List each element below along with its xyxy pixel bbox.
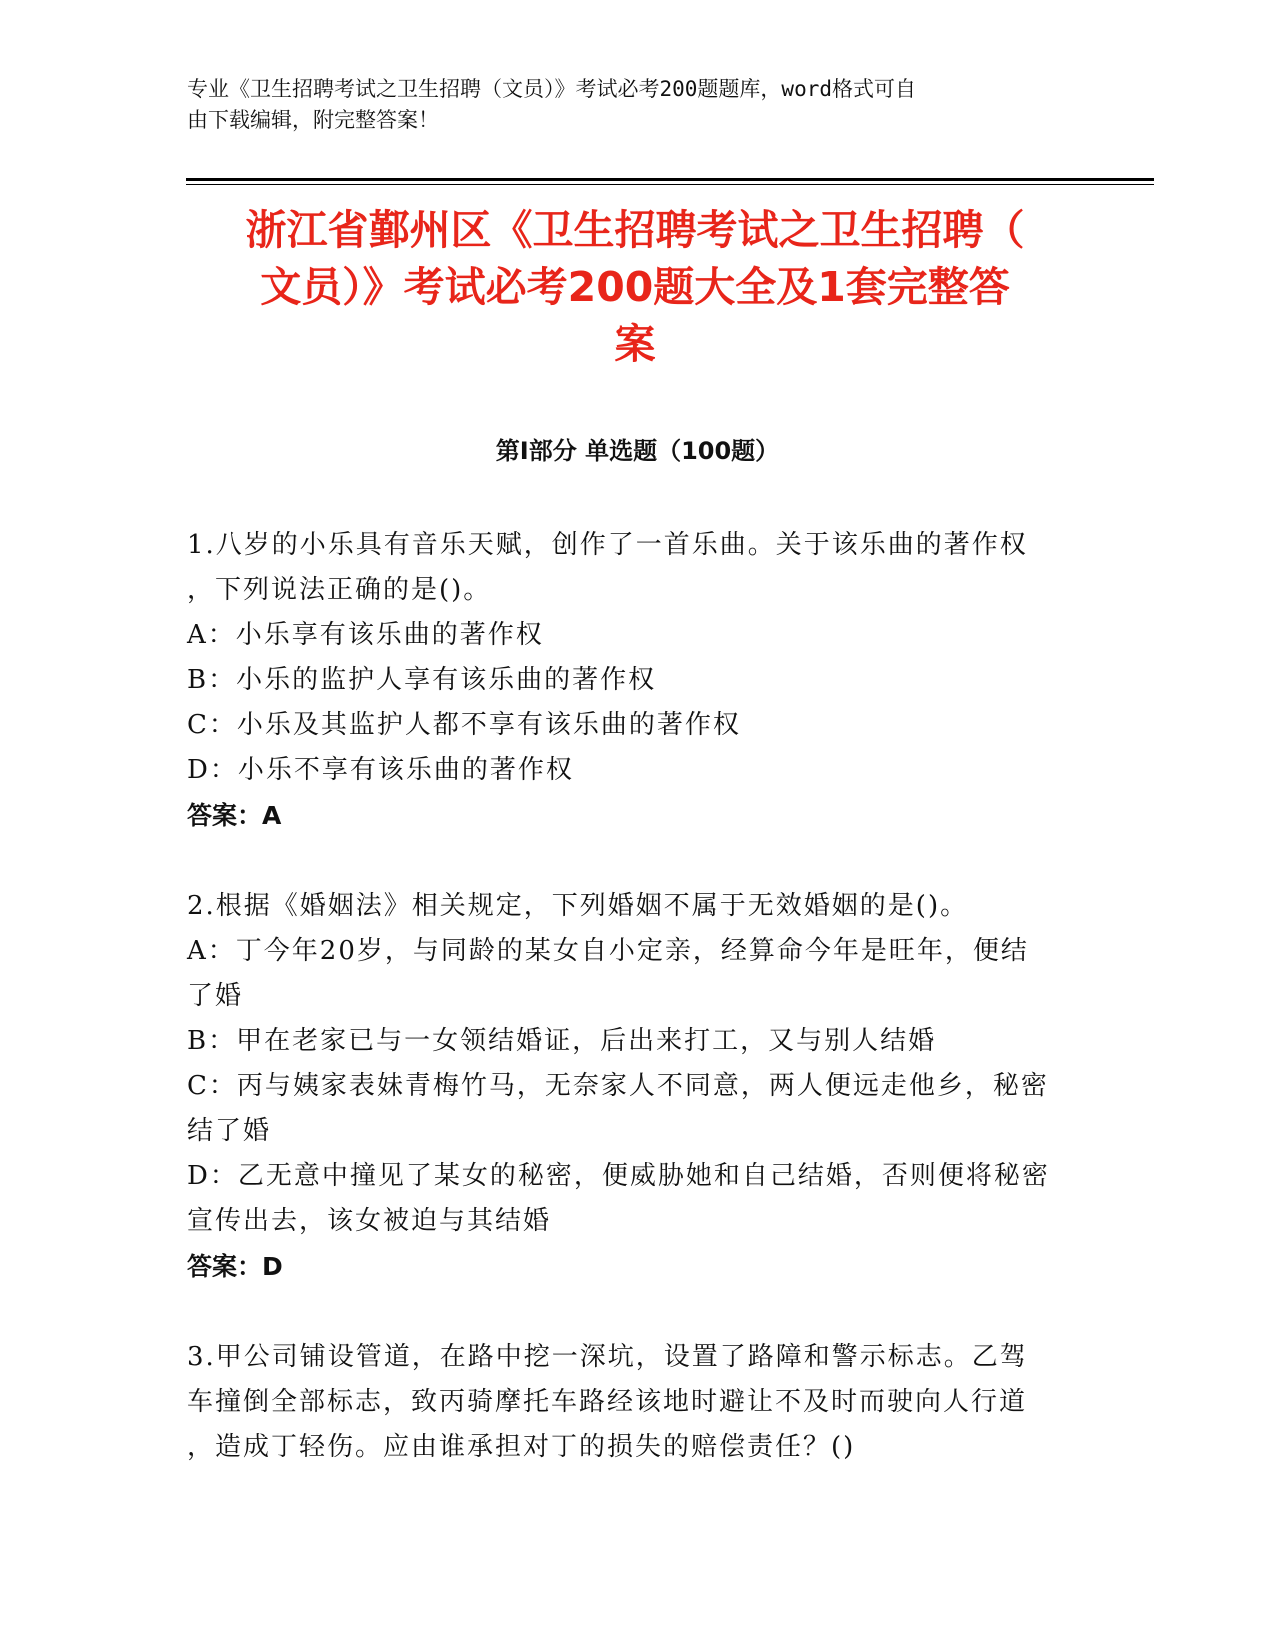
question-list [187, 523, 1067, 1516]
question-stem-line: 1.八岁的小乐具有音乐天赋，创作了一首乐曲。关于该乐曲的著作权 [187, 530, 1028, 560]
answer-label: 答案：A [187, 801, 282, 830]
question-stem-line: 车撞倒全部标志，致丙骑摩托车路经该地时避让不及时而驶向人行道 [187, 1387, 1028, 1417]
question-stem-line: 3.甲公司铺设管道，在路中挖一深坑，设置了路障和警示标志。乙驾 [187, 1342, 1028, 1372]
document-title [190, 202, 1080, 373]
question-stem-line: ，下列说法正确的是()。 [187, 575, 492, 605]
header-divider-thin [186, 184, 1154, 185]
header-divider-thick [186, 178, 1154, 181]
section-heading: 第I部分 单选题（100题） [495, 437, 780, 465]
intro-line-2: 由下载编辑，附完整答案！ [187, 108, 439, 132]
answer-label: 答案：D [187, 1252, 283, 1281]
option-line: C：丙与姨家表妹青梅竹马，无奈家人不同意，两人便远走他乡，秘密 [187, 1071, 1049, 1101]
option-line: 结了婚 [187, 1116, 272, 1146]
option-line: B：甲在老家已与一女领结婚证，后出来打工，又与别人结婚 [187, 1026, 937, 1056]
intro-line-1: 专业《卫生招聘考试之卫生招聘（文员）》考试必考200题题库，word格式可自 [187, 77, 916, 101]
option-line: D：乙无意中撞见了某女的秘密，便威胁她和自己结婚，否则便将秘密 [187, 1161, 1050, 1191]
intro-text [187, 74, 1067, 136]
question-item [187, 523, 1067, 838]
question-stem-line: ，造成丁轻伤。应由谁承担对丁的损失的赔偿责任？() [187, 1432, 856, 1462]
option-line: D：小乐不享有该乐曲的著作权 [187, 755, 574, 785]
option-line: B：小乐的监护人享有该乐曲的著作权 [187, 665, 657, 695]
option-line: C：小乐及其监护人都不享有该乐曲的著作权 [187, 710, 741, 740]
option-line: 了婚 [187, 981, 244, 1011]
option-line: A：小乐享有该乐曲的著作权 [187, 620, 544, 650]
question-item [187, 1335, 1067, 1470]
title-line-3: 案 [614, 320, 656, 368]
question-stem-line: 2.根据《婚姻法》相关规定，下列婚姻不属于无效婚姻的是()。 [187, 891, 969, 921]
title-line-1: 浙江省鄞州区《卫生招聘考试之卫生招聘（ [245, 206, 1025, 254]
option-line: A：丁今年20岁，与同龄的某女自小定亲，经算命今年是旺年，便结 [187, 936, 1029, 966]
option-line: 宣传出去，该女被迫与其结婚 [187, 1206, 552, 1236]
question-item [187, 884, 1067, 1289]
title-line-2: 文员）》考试必考200题大全及1套完整答 [260, 263, 1010, 311]
